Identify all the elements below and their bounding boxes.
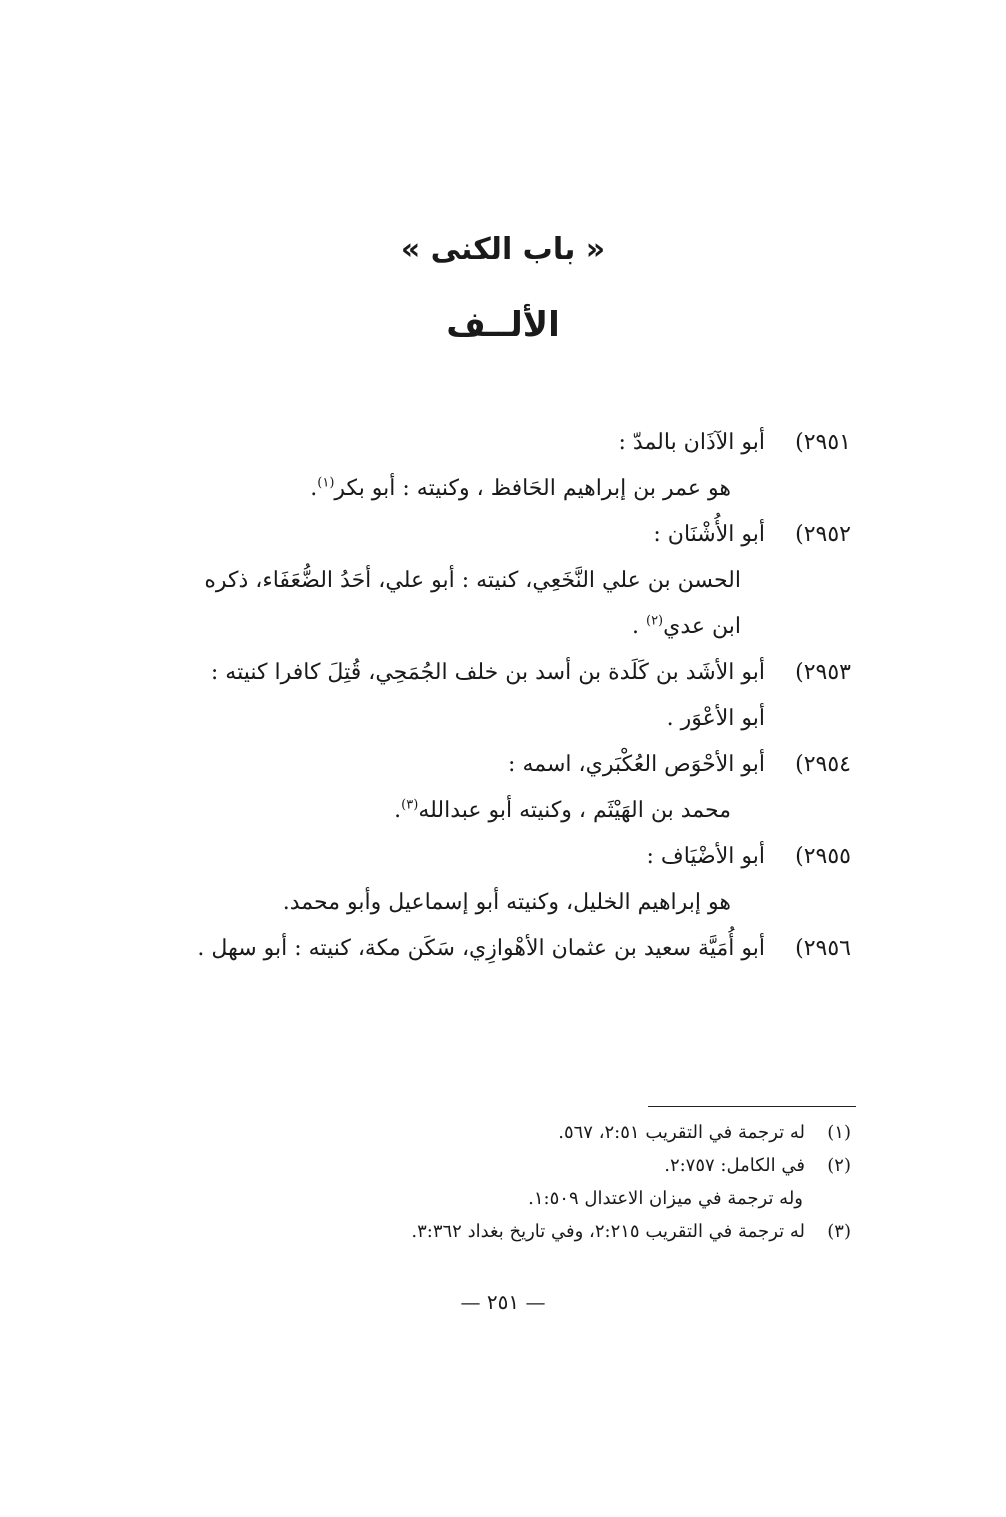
footnote-number: (١)	[827, 1122, 851, 1143]
entry-number: ٢٩٥٦)	[795, 936, 851, 961]
entry-body: محمد بن الهَيْثَم ، وكنيته أبو عبدالله	[418, 798, 731, 823]
footnote-divider	[648, 1106, 856, 1107]
footnote-ref: (٢)	[645, 613, 664, 629]
section-title: الألــف	[446, 305, 560, 345]
entry-number: ٢٩٥١)	[795, 430, 851, 455]
entry	[141, 512, 851, 650]
entry-heading: أبو الأحْوَص العُكْبَري، اسمه :	[508, 752, 765, 777]
entry-heading: أبو أُمَيَّة سعيد بن عثمان الأهْوازِي، سَكَن مكة، كنيته : أبو سهل .	[197, 936, 765, 961]
entry-end: .	[310, 476, 318, 501]
footnote-text: في الكامل: ٢:٧٥٧.	[664, 1155, 805, 1176]
entry-heading: أبو الآذَان بالمدّ :	[618, 430, 765, 455]
entry-number: ٢٩٥٤)	[795, 752, 851, 777]
entry-body: هو عمر بن إبراهيم الحَافظ ، وكنيته : أبو بكر	[334, 476, 731, 501]
entry-number: ٢٩٥٥)	[795, 844, 851, 869]
entry-number: ٢٩٥٢)	[795, 522, 851, 547]
entry-body: الحسن بن علي النَّخَعِي، كنيته : أبو علي، أحَدُ الضُّعَفَاء، ذكره	[204, 568, 741, 593]
entry	[141, 926, 851, 972]
entry-body: هو إبراهيم الخليل، وكنيته أبو إسماعيل وأبو محمد.	[282, 890, 731, 915]
footnote-ref: (١)	[317, 475, 335, 491]
footnote-continuation: وله ترجمة في ميزان الاعتدال ١:٥٠٩.	[528, 1188, 803, 1209]
entry	[141, 650, 851, 742]
entry-end: .	[394, 798, 402, 823]
footnote-text: له ترجمة في التقريب ٢:٥١، ٥٦٧.	[558, 1122, 805, 1143]
entry-heading: أبو الأضْيَاف :	[646, 844, 765, 869]
entry	[141, 742, 851, 834]
entry-heading: أبو الأشَد بن كَلَدة بن أسد بن خلف الجُمَحِي، قُتِلَ كافرا كنيته :	[210, 660, 765, 685]
footnotes	[151, 1116, 851, 1248]
footnote-number: (٢)	[827, 1155, 851, 1176]
entry	[141, 834, 851, 926]
page-number: — ٢٥١ —	[460, 1290, 546, 1314]
footnote	[151, 1116, 851, 1149]
entry-number: ٢٩٥٣)	[795, 660, 851, 685]
entry-heading: أبو الأُشْنَان :	[653, 522, 765, 547]
footnote	[151, 1149, 851, 1182]
entry-continuation: أبو الأعْوَر .	[666, 706, 765, 731]
chapter-title: « باب الكنى »	[400, 232, 606, 267]
entry	[141, 420, 851, 512]
entry-continuation: ابن عدي	[663, 614, 741, 639]
footnote-ref: (٣)	[401, 797, 419, 813]
footnote-text: له ترجمة في التقريب ٢:٢١٥، وفي تاريخ بغداد ٣:٣٦٢.	[411, 1221, 805, 1242]
entries-list	[141, 420, 851, 972]
entry-end: .	[631, 614, 646, 639]
footnote-number: (٣)	[827, 1221, 851, 1242]
footnote	[151, 1215, 851, 1248]
